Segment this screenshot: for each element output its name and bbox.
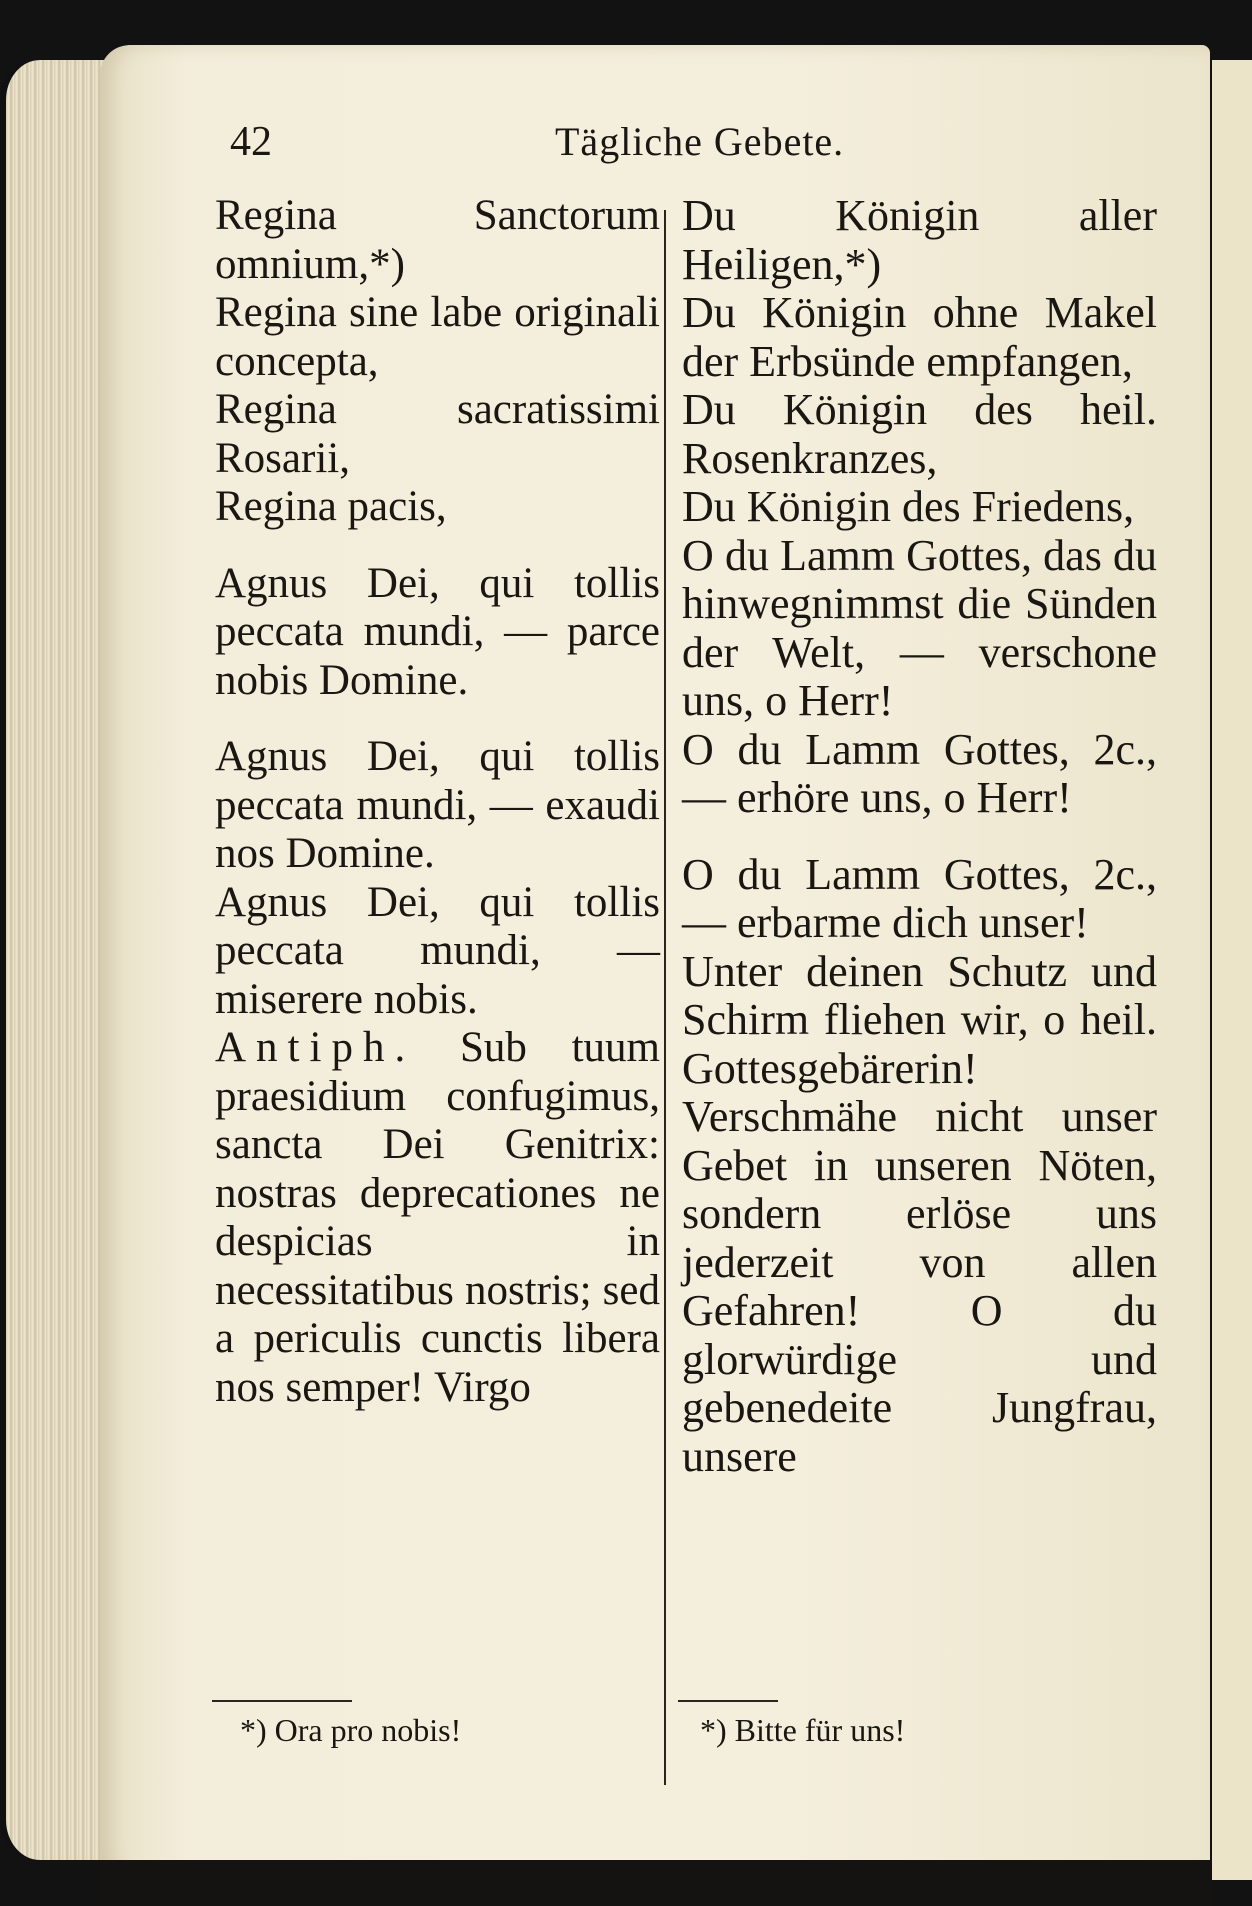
book-bottom-edge (100, 1860, 1210, 1906)
footnote-rule (212, 1700, 352, 1702)
latin-footnote: *) Ora pro nobis! (240, 1712, 462, 1748)
german-invocation: Du Königin des heil. Rosenkranzes, (682, 385, 1157, 483)
column-divider (664, 210, 666, 1785)
latin-invocation: Regina sacratissimi Rosarii, (215, 386, 660, 482)
german-invocation: Du Königin aller Heiligen,*) (682, 191, 1157, 289)
latin-column (215, 192, 660, 1412)
facing-page-edge (1212, 60, 1252, 1880)
latin-invocation: Regina pacis, (215, 483, 447, 530)
german-invocation: Du Königin des Friedens, (682, 482, 1135, 531)
footnote-rule (678, 1700, 778, 1702)
german-agnus-dei: O du Lamm Gottes, 2c., — erbarme dich unser! (682, 849, 1157, 947)
latin-agnus-dei: Agnus Dei, qui tollis peccata mundi, — miserere nobis. (215, 878, 660, 1023)
latin-invocation: Regina sine labe originali concepta, (215, 289, 660, 385)
page-number: 42 (230, 119, 272, 165)
german-agnus-dei: O du Lamm Gottes, 2c., — erhöre uns, o Herr! (682, 724, 1157, 822)
antiphon-text: Sub tuum praesidium confugimus, sancta Dei Genitrix: nostras deprecationes ne despicias in necessitatibus nostris; sed a periculis cunctis libera nos semper! Virgo (215, 1024, 661, 1411)
latin-antiphon (215, 1024, 660, 1412)
antiphon-label: Antiph. (215, 1024, 416, 1071)
latin-agnus-dei: Agnus Dei, qui tollis peccata mundi, — exaudi nos Domine. (215, 733, 660, 877)
latin-agnus-dei: Agnus Dei, qui tollis peccata mundi, — parce nobis Domine. (215, 559, 660, 704)
german-invocation: Du Königin ohne Makel der Erbsünde empfangen, (682, 288, 1157, 386)
running-title: Tägliche Gebete. (555, 119, 845, 164)
german-footnote: *) Bitte für uns! (700, 1712, 906, 1748)
page-header (230, 118, 1130, 178)
german-agnus-dei: O du Lamm Gottes, das du hinwegnimmst die Sünden der Welt, — verschone uns, o Herr! (682, 530, 1157, 725)
latin-invocation: Regina Sanctorum omnium,*) (215, 192, 660, 288)
german-column (682, 192, 1157, 1481)
german-antiphon: Unter deinen Schutz und Schirm fliehen wir, o heil. Gottesgebärerin! Verschmähe nicht unser Gebet in unseren Nöten, sondern erlöse uns jederzeit von allen Gefahren! O du glorwürdige und gebenedeite Jungfrau, unsere (682, 946, 1157, 1481)
